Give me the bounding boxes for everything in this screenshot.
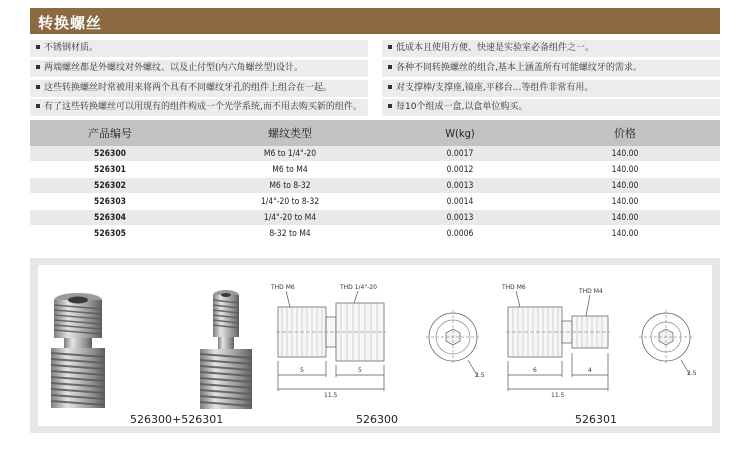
bullet-icon [388,104,392,108]
feature-text: 每10个组成一盒,以盒单位购买。 [396,102,528,112]
d1-thread-right: THD 1/4"-20 [340,284,377,291]
drawing-526300-side [276,291,386,391]
bullet-icon [388,85,392,89]
cell-part-number: 526300 [30,146,190,162]
drawing-526301-side [506,291,610,391]
cell-price: 140.00 [530,178,720,194]
feature-text: 各种不同转换螺丝的组合,基本上涵盖所有可能螺纹牙的需求。 [396,63,642,73]
feature-item [30,99,368,116]
cell-weight: 0.0014 [390,194,530,210]
cell-price: 140.00 [530,146,720,162]
feature-item [382,40,720,57]
cell-weight: 0.0017 [390,146,530,162]
feature-item [30,80,368,97]
cell-thread-type: M6 to 8-32 [190,178,390,194]
feature-item [30,60,368,77]
d2-hex-size: 2.5 [687,370,697,377]
caption-drawing-526300: 526300 [356,413,398,426]
bullet-icon [36,85,40,89]
feature-item [382,80,720,97]
d2-thread-left: THD M6 [502,284,526,291]
table-row [30,210,720,226]
cell-weight: 0.0013 [390,210,530,226]
d1-hex-size: 2.5 [475,372,485,379]
section-title: 转换螺丝 [38,14,103,32]
feature-item [30,40,368,57]
col-header-weight: W(kg) [390,120,530,146]
d1-dim-b: 5 [358,367,362,374]
bullet-icon [36,104,40,108]
d2-dim-b: 4 [588,367,592,374]
bullet-icon [388,45,392,49]
figure-drawings [38,265,712,426]
cell-price: 140.00 [530,162,720,178]
feature-row [30,40,720,57]
cell-thread-type: 8-32 to M4 [190,226,390,242]
figure-inner [38,265,712,426]
table-header-row [30,120,720,146]
cell-thread-type: M6 to M4 [190,162,390,178]
cell-thread-type: 1/4"-20 to M4 [190,210,390,226]
feature-text: 不锈钢材质。 [44,43,99,53]
spec-table [30,120,720,242]
feature-row [30,99,720,116]
cell-price: 140.00 [530,194,720,210]
feature-text: 低成本且使用方便、快速是实验室必备组件之一。 [396,43,595,53]
drawing-526301-end-view [639,310,693,375]
bullet-icon [36,45,40,49]
cell-weight: 0.0012 [390,162,530,178]
d2-thread-right: THD M4 [579,288,603,295]
cell-weight: 0.0013 [390,178,530,194]
table-row [30,178,720,194]
cell-thread-type: 1/4"-20 to 8-32 [190,194,390,210]
cell-part-number: 526304 [30,210,190,226]
table-row [30,162,720,178]
cell-thread-type: M6 to 1/4"-20 [190,146,390,162]
feature-item [382,60,720,77]
col-header-price: 价格 [530,120,720,146]
table-row [30,194,720,210]
feature-text: 有了这些转换螺丝可以用现有的组件构成一个光学系统,而不用去购买新的组件。 [44,102,362,112]
d2-dim-total: 11.5 [551,392,565,399]
cell-part-number: 526302 [30,178,190,194]
col-header-part-number: 产品编号 [30,120,190,146]
col-header-thread-type: 螺纹类型 [190,120,390,146]
bullet-icon [36,65,40,69]
section-title-bar [30,8,720,34]
feature-text: 两端螺丝都是外螺纹对外螺纹、以及止付型(内六角螺丝型)设计。 [44,63,304,73]
cell-part-number: 526305 [30,226,190,242]
feature-row [30,80,720,97]
table-row [30,146,720,162]
screw-photo-526301 [200,290,252,409]
cell-part-number: 526303 [30,194,190,210]
feature-text: 这些转换螺丝时常被用来将两个具有不同螺纹牙孔的组件上组合在一起。 [44,83,333,93]
d1-dim-total: 11.5 [324,392,338,399]
d2-dim-a: 6 [533,367,537,374]
figure-panel [30,258,720,433]
cell-weight: 0.0006 [390,226,530,242]
caption-photo: 526300+526301 [130,413,224,426]
drawing-526300-end-view [426,310,480,377]
cell-price: 140.00 [530,210,720,226]
feature-item [382,99,720,116]
cell-price: 140.00 [530,226,720,242]
table-row [30,226,720,242]
cell-part-number: 526301 [30,162,190,178]
d1-thread-left: THD M6 [271,284,295,291]
screw-photo-526300 [51,293,105,408]
d1-dim-a: 5 [300,367,304,374]
feature-text: 对支撑棒/支撑座,镜座,平移台...等组件非常有用。 [396,83,594,93]
feature-row [30,60,720,77]
caption-drawing-526301: 526301 [575,413,617,426]
bullet-icon [388,65,392,69]
